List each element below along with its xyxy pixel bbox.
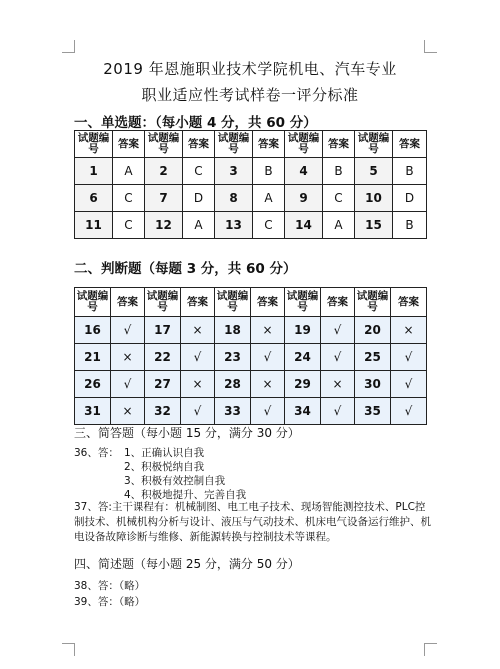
q38-answer: 38、答：（略）	[74, 580, 146, 592]
section3-heading: 三、简答题（每小题 15 分，满分 30 分）	[74, 426, 300, 440]
answer-cell: B	[393, 212, 427, 239]
section1-heading: 一、单选题：（每小题 4 分，共 60 分）	[74, 115, 317, 131]
answer-cell: A	[323, 212, 355, 239]
header-answer: 答案	[113, 131, 145, 158]
answer-cell: C	[183, 158, 215, 185]
question-number: 30	[355, 371, 391, 398]
answer-cell: ×	[251, 371, 285, 398]
section2-heading: 二、判断题（每题 3 分，共 60 分）	[74, 261, 297, 277]
question-number: 8	[215, 185, 253, 212]
q39-answer: 39、答：（略）	[74, 596, 146, 608]
q37-answer: 37、答:主干课程有：机械制图、电工电子技术、现场智能测控技术、PLC控制技术、机械机构分析与设计、液压与气动技术、机床电气设备运行维护、机电设备故障诊断与维修、新能源转换与控制技术等课程。	[74, 501, 431, 543]
header-answer: 答案	[183, 131, 215, 158]
list-item: 3、积极有效控制自我	[124, 475, 226, 487]
header-question-number: 试题编号	[145, 131, 183, 158]
answer-cell: A	[183, 212, 215, 239]
header-question-number: 试题编号	[145, 288, 181, 317]
header-answer: 答案	[321, 288, 355, 317]
question-number: 12	[145, 212, 183, 239]
question-number: 21	[75, 344, 111, 371]
answer-cell: ×	[111, 398, 145, 425]
single-choice-answer-table	[74, 130, 427, 239]
question-number: 23	[215, 344, 251, 371]
table-row	[75, 371, 427, 398]
header-question-number: 试题编号	[355, 288, 391, 317]
table-row	[75, 185, 427, 212]
answer-cell: B	[323, 158, 355, 185]
question-number: 17	[145, 317, 181, 344]
answer-cell: √	[251, 344, 285, 371]
answer-cell: C	[113, 185, 145, 212]
header-question-number: 试题编号	[215, 131, 253, 158]
answer-cell: √	[321, 344, 355, 371]
corner-mark-top-left	[62, 40, 75, 53]
question-number: 11	[75, 212, 113, 239]
answer-cell: D	[183, 185, 215, 212]
corner-mark-top-right	[424, 40, 437, 53]
answer-cell: ×	[181, 317, 215, 344]
answer-cell: A	[113, 158, 145, 185]
header-answer: 答案	[391, 288, 427, 317]
question-number: 13	[215, 212, 253, 239]
document-title-line1: 2019 年恩施职业技术学院机电、汽车专业	[103, 60, 397, 78]
answer-cell: D	[393, 185, 427, 212]
question-number: 27	[145, 371, 181, 398]
question-number: 10	[355, 185, 393, 212]
answer-cell: √	[251, 398, 285, 425]
answer-cell: √	[111, 371, 145, 398]
table-row	[75, 158, 427, 185]
question-number: 28	[215, 371, 251, 398]
answer-cell: B	[393, 158, 427, 185]
answer-cell: A	[253, 185, 285, 212]
question-number: 32	[145, 398, 181, 425]
question-number: 31	[75, 398, 111, 425]
header-answer: 答案	[253, 131, 285, 158]
list-item: 1、正确认识自我	[124, 447, 205, 459]
answer-cell: C	[323, 185, 355, 212]
document-title-line2: 职业适应性考试样卷一评分标准	[141, 86, 359, 104]
table-row	[75, 344, 427, 371]
answer-cell: √	[181, 344, 215, 371]
header-answer: 答案	[251, 288, 285, 317]
question-number: 4	[285, 158, 323, 185]
table-row	[75, 398, 427, 425]
header-question-number: 试题编号	[75, 131, 113, 158]
question-number: 15	[355, 212, 393, 239]
answer-cell: ×	[391, 317, 427, 344]
question-number: 35	[355, 398, 391, 425]
header-question-number: 试题编号	[355, 131, 393, 158]
question-number: 14	[285, 212, 323, 239]
table-row	[75, 317, 427, 344]
answer-cell: √	[391, 398, 427, 425]
header-question-number: 试题编号	[215, 288, 251, 317]
header-question-number: 试题编号	[285, 288, 321, 317]
header-question-number: 试题编号	[75, 288, 111, 317]
question-number: 5	[355, 158, 393, 185]
question-number: 1	[75, 158, 113, 185]
question-number: 24	[285, 344, 321, 371]
question-number: 16	[75, 317, 111, 344]
answer-cell: C	[253, 212, 285, 239]
question-number: 6	[75, 185, 113, 212]
answer-cell: ×	[181, 371, 215, 398]
corner-mark-bottom-right	[424, 643, 437, 656]
question-number: 7	[145, 185, 183, 212]
section4-heading: 四、简述题（每小题 25 分，满分 50 分）	[74, 557, 300, 571]
answer-cell: √	[111, 317, 145, 344]
header-answer: 答案	[111, 288, 145, 317]
header-answer: 答案	[393, 131, 427, 158]
table-header-row	[75, 288, 427, 317]
question-number: 2	[145, 158, 183, 185]
question-number: 33	[215, 398, 251, 425]
question-number: 19	[285, 317, 321, 344]
question-number: 18	[215, 317, 251, 344]
table-row	[75, 212, 427, 239]
answer-cell: ×	[321, 371, 355, 398]
answer-cell: √	[321, 398, 355, 425]
answer-cell: √	[321, 317, 355, 344]
question-number: 9	[285, 185, 323, 212]
list-item: 2、积极悦纳自我	[124, 461, 205, 473]
q36-answer-list	[124, 446, 246, 502]
question-number: 34	[285, 398, 321, 425]
answer-cell: √	[391, 344, 427, 371]
answer-cell: √	[391, 371, 427, 398]
true-false-answer-table	[74, 287, 427, 425]
question-number: 3	[215, 158, 253, 185]
question-number: 29	[285, 371, 321, 398]
header-question-number: 试题编号	[285, 131, 323, 158]
q36-label: 36、答：	[74, 447, 119, 459]
question-number: 20	[355, 317, 391, 344]
answer-cell: √	[181, 398, 215, 425]
answer-cell: C	[113, 212, 145, 239]
list-item: 4、积极地提升、完善自我	[124, 489, 247, 501]
header-answer: 答案	[323, 131, 355, 158]
answer-cell: ×	[111, 344, 145, 371]
corner-mark-bottom-left	[62, 643, 75, 656]
header-answer: 答案	[181, 288, 215, 317]
answer-cell: B	[253, 158, 285, 185]
question-number: 26	[75, 371, 111, 398]
table-header-row	[75, 131, 427, 158]
answer-cell: ×	[251, 317, 285, 344]
question-number: 22	[145, 344, 181, 371]
question-number: 25	[355, 344, 391, 371]
